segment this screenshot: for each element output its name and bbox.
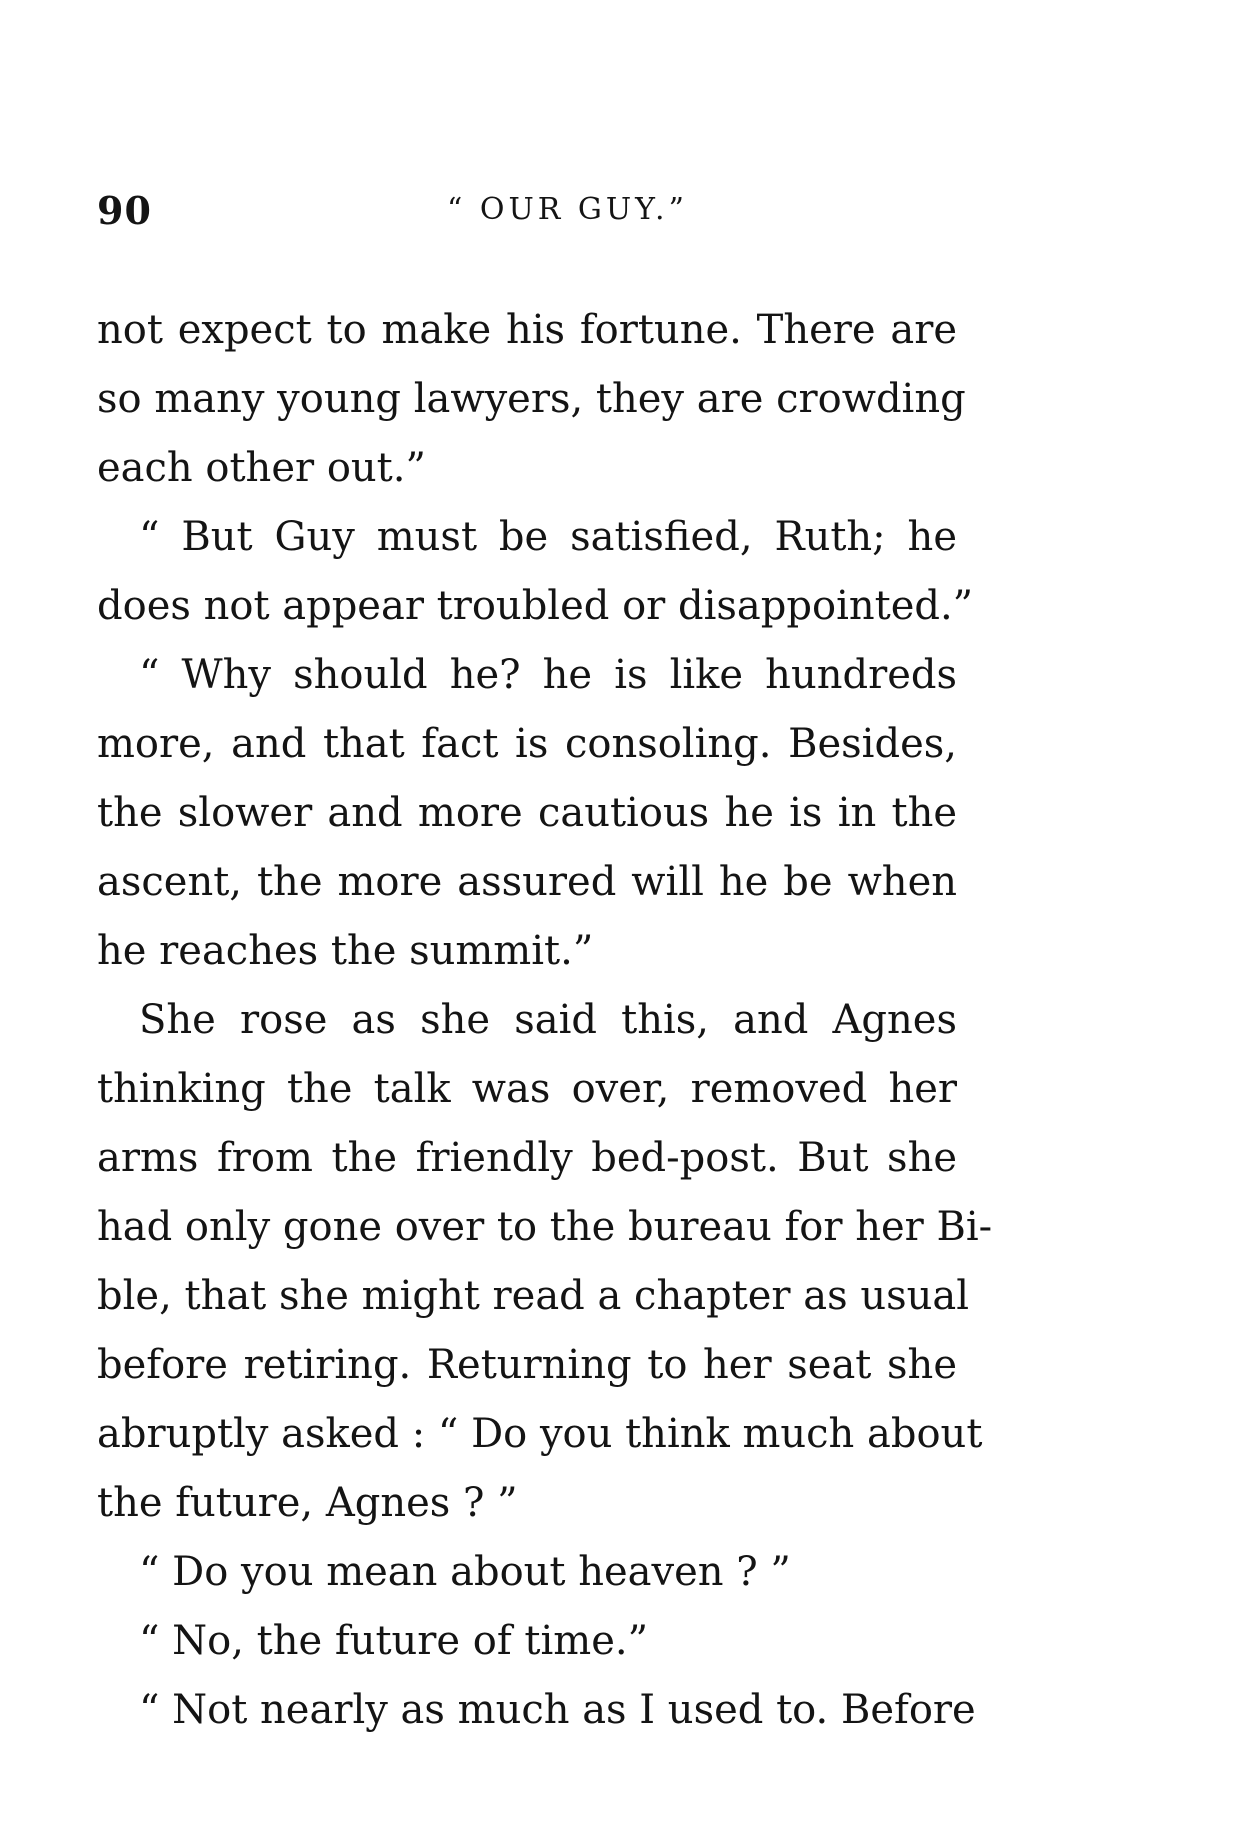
text-line: does not appear troubled or disappointed.”	[97, 583, 974, 629]
text-line: not expect to make his fortune. There are	[97, 307, 957, 353]
text-line: each other out.”	[97, 445, 426, 491]
text-line: arms from the friendly bed-post. But she	[97, 1135, 957, 1181]
text-line: ble, that she might read a chapter as usual	[97, 1273, 970, 1319]
running-title: “ OUR GUY.”	[447, 192, 688, 227]
text-line: the future, Agnes ? ”	[97, 1480, 518, 1526]
page-header	[97, 188, 963, 238]
text-line: ascent, the more assured will he be when	[97, 859, 957, 905]
text-line: before retiring. Returning to her seat she	[97, 1342, 957, 1388]
text-line: “ Do you mean about heaven ? ”	[139, 1549, 791, 1595]
text-line: had only gone over to the bureau for her Bi-	[97, 1204, 993, 1250]
text-line: “ Why should he? he is like hundreds	[139, 652, 957, 698]
page-number: 90	[97, 188, 152, 233]
text-line: abruptly asked : “ Do you think much about	[97, 1411, 983, 1457]
text-line: She rose as she said this, and Agnes	[139, 997, 957, 1043]
text-line: so many young lawyers, they are crowding	[97, 376, 966, 422]
text-line: more, and that fact is consoling. Besides,	[97, 721, 957, 767]
text-line: thinking the talk was over, removed her	[97, 1066, 957, 1112]
text-line: “ But Guy must be satisfied, Ruth; he	[139, 514, 957, 560]
text-line: the slower and more cautious he is in the	[97, 790, 957, 836]
text-line: “ Not nearly as much as I used to. Before	[139, 1687, 976, 1733]
body-text	[97, 296, 993, 1745]
text-line: he reaches the summit.”	[97, 928, 594, 974]
text-line: “ No, the future of time.”	[139, 1618, 649, 1664]
